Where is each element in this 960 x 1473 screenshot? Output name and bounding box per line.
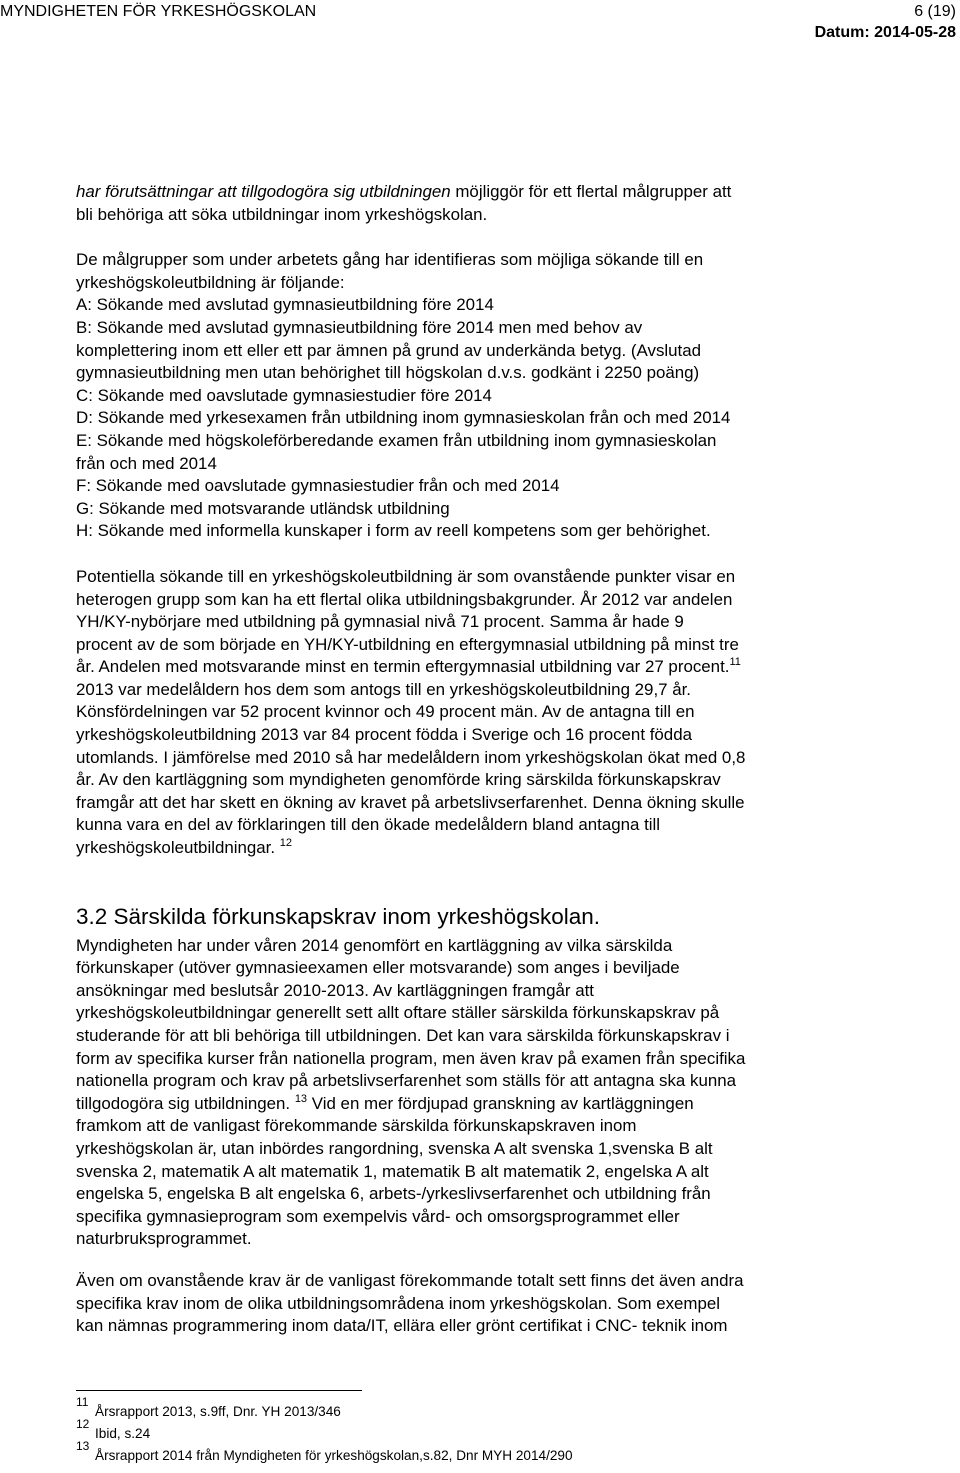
text-line xyxy=(76,837,956,860)
group-e-line: E: Sökande med högskoleförberedande examen från utbildning inom gymnasieskolan xyxy=(76,430,717,450)
group-g-line: G: Sökande med motsvarande utländsk utbildning xyxy=(76,498,450,518)
header-date: Datum: 2014-05-28 xyxy=(814,24,956,41)
footnote-text: Ibid, s.24 xyxy=(95,1426,151,1441)
text-line: kan nämnas programmering inom data/IT, ellära eller grönt certifikat i CNC- teknik inom xyxy=(76,1316,728,1336)
footnote-11 xyxy=(76,1395,956,1422)
section-heading: 3.2 Särskilda förkunskapskrav inom yrkeshögskolan. xyxy=(76,903,600,929)
text-line: kunna vara en del av förklaringen till den ökade medelåldern bland antagna till xyxy=(76,815,661,835)
text-line: från och med 2014 xyxy=(76,453,217,473)
text-line: heterogen grupp som kan ha ett flertal olika utbildningsbakgrunder. År 2012 var andelen xyxy=(76,589,733,609)
group-d-line: D: Sökande med yrkesexamen från utbildning inom gymnasieskolan från och med 2014 xyxy=(76,408,731,428)
text-line xyxy=(76,1093,956,1116)
text-line: år. Av den kartläggning som myndigheten genomförde kring särskilda förkunskapskrav xyxy=(76,770,721,790)
header-page-number: 6 (19) xyxy=(914,3,956,20)
target-groups-paragraph xyxy=(76,249,956,543)
footnote-ref-11[interactable]: 11 xyxy=(729,656,741,669)
text-line: gymnasieutbildning men utan behörighet till högskolan d.v.s. godkänt i 2250 poäng) xyxy=(76,363,700,383)
text-line xyxy=(76,181,956,204)
footnotes xyxy=(76,1390,956,1466)
footnote-text: Årsrapport 2013, s.9ff, Dnr. YH 2013/346 xyxy=(95,1404,341,1419)
text-line: Myndigheten har under våren 2014 genomfört en kartläggning av vilka särskilda xyxy=(76,935,673,955)
footnote-number: 11 xyxy=(76,1395,89,1409)
footnote-ref-12[interactable]: 12 xyxy=(279,837,293,850)
text-line: ansökningar med beslutsår 2010-2013. Av kartläggningen framgår att xyxy=(76,980,594,1000)
text-span: Vid en mer fördjupad granskning av kartläggningen xyxy=(307,1093,694,1113)
text-line: förkunskaper (utöver gymnasieexamen eller motsvarande) som anges i beviljade xyxy=(76,958,680,978)
footnote-separator xyxy=(76,1390,362,1391)
text-line: procent av de som började en YH/KY-utbildning en eftergymnasial utbildning på minst tre xyxy=(76,634,739,654)
section-paragraph-1 xyxy=(76,935,956,1251)
text-line: yrkeshögskoleutbildningar generellt sett allt oftare ställer särskilda förkunskapskrav på xyxy=(76,1003,720,1023)
text-line: svenska 2, matematik A alt matematik 1, matematik B alt matematik 2, engelska A alt xyxy=(76,1161,709,1181)
text-line: yrkeshögskoleutbildning 2013 var 84 procent födda i Sverige och 16 procent födda xyxy=(76,725,692,745)
text-span: år. Andelen med motsvarande minst en termin eftergymnasial utbildning var 27 procent. xyxy=(76,657,730,677)
text-line: Även om ovanstående krav är de vanligast förekommande totalt sett finns det även andra xyxy=(76,1270,744,1290)
text-line: form av specifika kurser från nationella program, men även krav på examen från specifika xyxy=(76,1048,746,1068)
footnote-13 xyxy=(76,1439,956,1466)
text-line: Potentiella sökande till en yrkeshögskoleutbildning är som ovanstående punkter visar en xyxy=(76,566,736,586)
text-span: möjliggör för ett flertal målgrupper att xyxy=(450,182,732,201)
header-org-name: MYNDIGHETEN FÖR YRKESHÖGSKOLAN xyxy=(0,3,317,20)
text-line: framgår att det har skett en ökning av kravet på arbetslivserfarenhet. Denna ökning skulle xyxy=(76,792,745,812)
text-line: engelska 5, engelska B alt engelska 6, arbets-/yrkeslivserfarenhet och utbildning från xyxy=(76,1184,711,1204)
text-line: specifika gymnasieprogram som exempelvis vård- och omsorgsprogrammet eller xyxy=(76,1206,680,1226)
italic-phrase: har förutsättningar att tillgodogöra sig utbildningen xyxy=(76,182,451,201)
group-c-line: C: Sökande med oavslutade gymnasiestudier före 2014 xyxy=(76,385,492,405)
text-line: komplettering inom ett eller ett par ämnen på grund av underkända betyg. (Avslutad xyxy=(76,340,702,360)
text-line: framkom att de vanligast förekommande särskilda förkunskapskraven inom xyxy=(76,1116,637,1136)
text-line: YH/KY-nybörjare med utbildning på gymnasial nivå 71 procent. Samma år hade 9 xyxy=(76,612,684,632)
text-line xyxy=(76,656,956,679)
footnote-ref-13[interactable]: 13 xyxy=(294,1092,308,1105)
footnote-12 xyxy=(76,1417,956,1444)
text-span: yrkeshögskoleutbildningar. xyxy=(76,838,276,858)
text-line: yrkeshögskolan är, utan inbördes rangordning, svenska A alt svenska 1,svenska B alt xyxy=(76,1138,713,1158)
group-b-line: B: Sökande med avslutad gymnasieutbildning före 2014 men med behov av xyxy=(76,317,643,337)
text-line: yrkeshögskoleutbildning är följande: xyxy=(76,272,345,292)
footnote-text: Årsrapport 2014 från Myndigheten för yrkeshögskolan,s.82, Dnr MYH 2014/290 xyxy=(95,1448,573,1463)
intro-paragraph xyxy=(76,181,956,226)
text-line: specifika krav inom de olika utbildningsområdena inom yrkeshögskolan. Som exempel xyxy=(76,1293,721,1313)
footnote-number: 12 xyxy=(76,1417,90,1431)
text-line: nationella program och krav på arbetslivserfarenhet som ställs för att antagna ska kunna xyxy=(76,1071,737,1091)
text-line: De målgrupper som under arbetets gång har identifieras som möjliga sökande till en xyxy=(76,250,704,270)
group-h-line: H: Sökande med informella kunskaper i form av reell kompetens som ger behörighet. xyxy=(76,521,711,541)
text-line: utomlands. I jämförelse med 2010 så har medelåldern inom yrkeshögskolan ökat med 0,8 xyxy=(76,747,746,767)
text-line: studerande för att bli behöriga till utbildningen. Det kan vara särskilda förkunskapskrav i xyxy=(76,1026,730,1045)
text-span: tillgodogöra sig utbildningen. xyxy=(76,1093,291,1113)
text-line: naturbruksprogrammet. xyxy=(76,1229,252,1249)
text-line: 2013 var medelåldern hos dem som antogs till en yrkeshögskoleutbildning 29,7 år. xyxy=(76,679,691,699)
document-body xyxy=(76,181,956,1338)
text-line: bli behöriga att söka utbildningar inom yrkeshögskolan. xyxy=(76,204,488,224)
potential-applicants-paragraph xyxy=(76,566,956,860)
group-f-line: F: Sökande med oavslutade gymnasiestudier från och med 2014 xyxy=(76,476,560,496)
text-line: Könsfördelningen var 52 procent kvinnor och 49 procent män. Av de antagna till en xyxy=(76,702,695,722)
section-paragraph-2 xyxy=(76,1270,956,1338)
footnote-number: 13 xyxy=(76,1439,90,1453)
group-a-line: A: Sökande med avslutad gymnasieutbildning före 2014 xyxy=(76,295,494,315)
